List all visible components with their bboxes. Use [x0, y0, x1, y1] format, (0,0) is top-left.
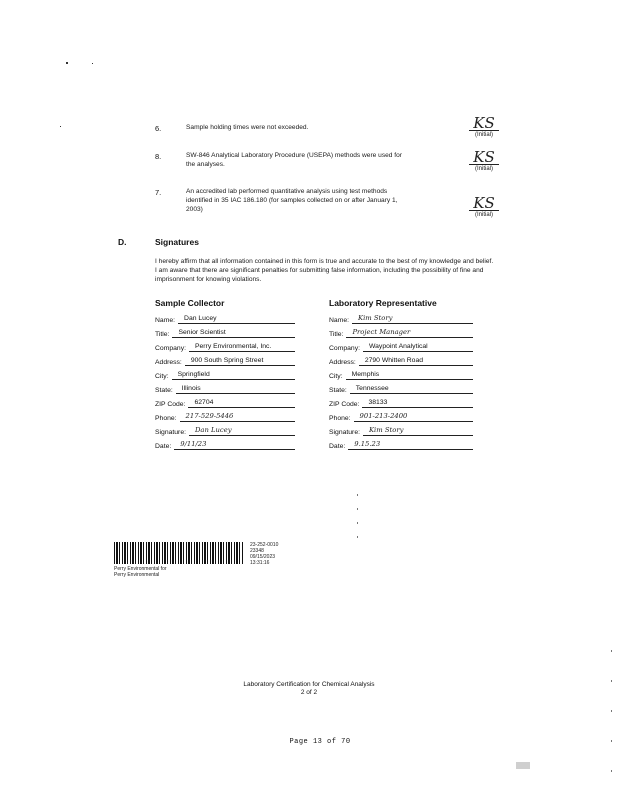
- lab-state-row: State: Tennessee: [329, 384, 473, 394]
- collector-state-row: State: Illinois: [155, 384, 295, 394]
- collector-signature-value: Dan Lucey: [189, 426, 295, 436]
- collector-address-value: 900 South Spring Street: [185, 356, 295, 366]
- initial-box: [468, 150, 500, 172]
- footer-page: 2 of 2: [300, 689, 318, 696]
- collector-company-value: Perry Environmental, Inc.: [189, 342, 295, 352]
- barcode-left-caption: Perry Environmental for Perry Environmental: [114, 566, 167, 578]
- initial-label: (Initial): [474, 212, 493, 218]
- scan-speck: [66, 62, 68, 64]
- lab-title-row: Title: Project Manager: [329, 328, 473, 338]
- lab-name-value: Kim Story: [352, 314, 473, 324]
- barcode-right-caption: 23-252-0010 23348 09/15/2023 13:31:16: [250, 542, 279, 566]
- section-letter: D.: [118, 237, 127, 247]
- collector-city-row: City: Springfield: [155, 370, 295, 380]
- page-number: Page 13 of 70: [289, 738, 351, 746]
- initial-handwriting: KS: [473, 114, 495, 132]
- initial-handwriting: KS: [473, 148, 495, 166]
- affirmation-text: I hereby affirm that all information contained in this form is true and accurate to the best of my knowledge and belief. I am aware that there are significant penalties for submitting false information, including the possibility of fine and imprisonment for knowing violations.: [155, 258, 494, 283]
- collector-title-row: Title: Senior Scientist: [155, 328, 295, 338]
- collector-date-value: 9/11/23: [174, 440, 295, 450]
- item-text: Sample holding times were not exceeded.: [186, 124, 309, 131]
- item-text: An accredited lab performed quantitative analysis using test methods identified in 35 IAC 186.180 (for samples collected on or after January 1, 2003): [186, 188, 398, 213]
- scan-speck: [611, 710, 612, 712]
- collector-company-row: Company: Perry Environmental, Inc.: [155, 342, 295, 352]
- item-text: SW-846 Analytical Laboratory Procedure (USEPA) methods were used for the analyses.: [186, 152, 402, 168]
- lab-date-row: Date: 9.15.23: [329, 440, 473, 450]
- lab-company-value: Waypoint Analytical: [363, 342, 473, 352]
- item-number: 8.: [155, 152, 162, 161]
- lab-address-value: 2790 Whitten Road: [359, 356, 473, 366]
- collector-name-value: Dan Lucey: [178, 314, 295, 324]
- collector-name-row: Name: Dan Lucey: [155, 314, 295, 324]
- scan-speck: [611, 680, 612, 682]
- lab-zip-value: 38133: [362, 398, 473, 408]
- lab-company-row: Company: Waypoint Analytical: [329, 342, 473, 352]
- collector-date-row: Date: 9/11/23: [155, 440, 295, 450]
- lab-city-row: City: Memphis: [329, 370, 473, 380]
- lab-title-value: Project Manager: [346, 328, 473, 338]
- lab-heading: Laboratory Representative: [329, 298, 437, 308]
- collector-city-value: Springfield: [172, 370, 295, 380]
- initial-box: [468, 196, 500, 218]
- footer: [209, 681, 409, 697]
- item-number: 7.: [155, 188, 162, 197]
- lab-phone-value: 901-213-2400: [354, 412, 473, 422]
- scan-speck: [357, 494, 358, 496]
- scan-speck: [92, 63, 93, 64]
- footer-title: Laboratory Certification for Chemical Analysis: [243, 681, 375, 688]
- collector-phone-value: 217-529-5446: [180, 412, 295, 422]
- collector-phone-row: Phone: 217-529-5446: [155, 412, 295, 422]
- lab-signature-row: Signature: Kim Story: [329, 426, 473, 436]
- initial-handwriting: KS: [473, 194, 495, 212]
- initial-label: (Initial): [474, 166, 493, 172]
- lab-phone-row: Phone: 901-213-2400: [329, 412, 473, 422]
- collector-state-value: Illinois: [176, 384, 295, 394]
- collector-address-row: Address: 900 South Spring Street: [155, 356, 295, 366]
- section-title: Signatures: [155, 237, 199, 247]
- lab-city-value: Memphis: [346, 370, 473, 380]
- scan-speck: [357, 508, 358, 510]
- scan-mark: [516, 762, 530, 769]
- initial-box: [468, 116, 500, 138]
- lab-date-value: 9.15.23: [348, 440, 473, 450]
- collector-title-value: Senior Scientist: [172, 328, 295, 338]
- scan-speck: [60, 126, 61, 127]
- collector-zip-row: ZIP Code: 62704: [155, 398, 295, 408]
- lab-address-row: Address: 2790 Whitten Road: [329, 356, 473, 366]
- scan-speck: [357, 522, 358, 524]
- collector-signature-row: Signature: Dan Lucey: [155, 426, 295, 436]
- initial-label: (Initial): [474, 132, 493, 138]
- barcode: [114, 542, 244, 564]
- scan-speck: [611, 650, 612, 652]
- scan-speck: [357, 536, 358, 538]
- scan-speck: [611, 770, 612, 772]
- item-number: 6.: [155, 124, 162, 133]
- scan-speck: [611, 740, 612, 742]
- collector-heading: Sample Collector: [155, 298, 225, 308]
- lab-signature-value: Kim Story: [363, 426, 473, 436]
- lab-name-row: Name: Kim Story: [329, 314, 473, 324]
- lab-state-value: Tennessee: [350, 384, 473, 394]
- collector-zip-value: 62704: [188, 398, 295, 408]
- lab-zip-row: ZIP Code: 38133: [329, 398, 473, 408]
